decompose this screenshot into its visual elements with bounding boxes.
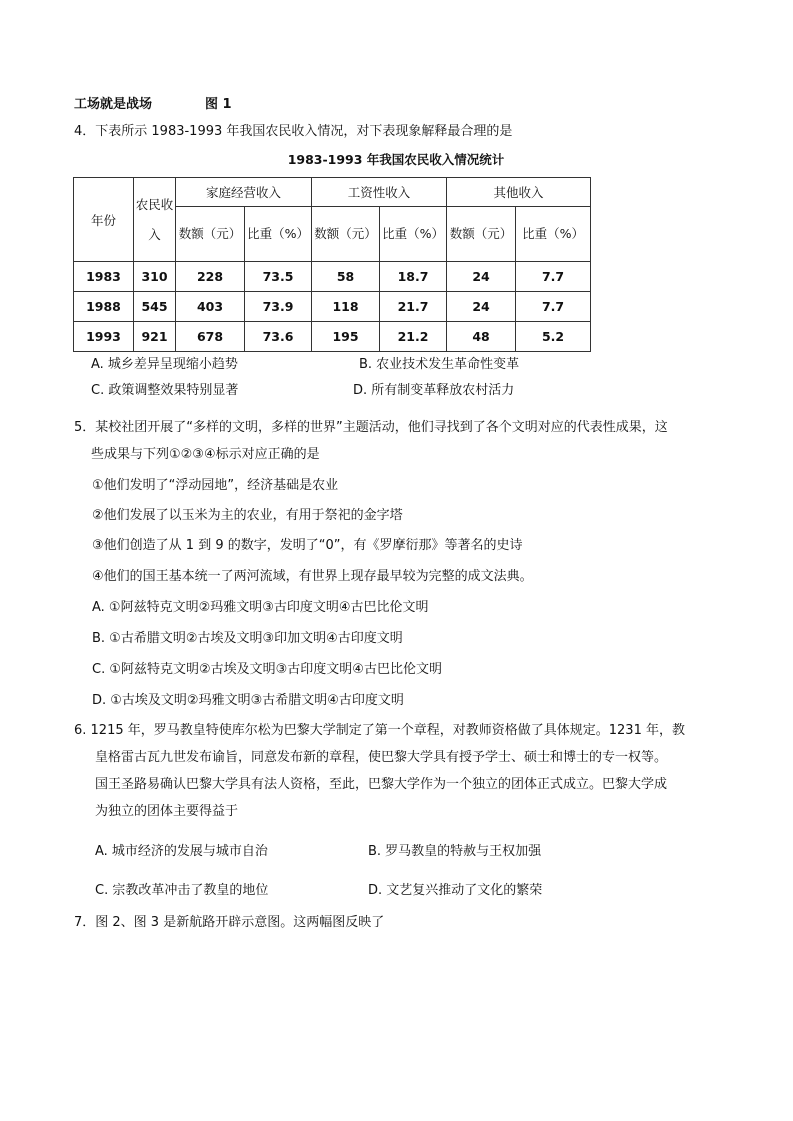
table-row: [74, 322, 591, 352]
cell-other-amount: 24: [447, 262, 516, 292]
subheader-family-ratio: 比重（%）: [245, 207, 312, 262]
q6-option-c: C. 宗教改革冲击了教皇的地位: [95, 883, 269, 898]
q5-item-3: ③他们创造了从 1 到 9 的数字，发明了“0”，有《罗摩衍那》等著名的史诗: [92, 538, 523, 553]
subheader-other-ratio: 比重（%）: [516, 207, 591, 262]
cell-income: 921: [134, 322, 176, 352]
q6-option-d: D. 文艺复兴推动了文化的繁荣: [368, 883, 543, 898]
q5-option-b: B. ①古希腊文明②古埃及文明③印加文明④古印度文明: [92, 631, 403, 646]
cell-wage-amount: 118: [312, 292, 380, 322]
header-left-text: 工场就是战场: [74, 97, 153, 112]
q6-option-b: B. 罗马教皇的特赦与王权加强: [368, 844, 542, 859]
subheader-other-amount: 数额（元）: [447, 207, 516, 262]
q4-table-caption: 1983-1993 年我国农民收入情况统计: [287, 152, 505, 167]
q4-option-a: A. 城乡差异呈现缩小趋势: [91, 357, 238, 372]
cell-family-ratio: 73.9: [245, 292, 312, 322]
cell-income: 545: [134, 292, 176, 322]
q4-option-b: B. 农业技术发生革命性变革: [359, 357, 520, 372]
table-row: [74, 292, 591, 322]
header-year: 年份: [74, 178, 134, 262]
cell-wage-ratio: 21.2: [380, 322, 447, 352]
q5-stem-line-1: 5．某校社团开展了“多样的文明，多样的世界”主题活动，他们寻找到了各个文明对应的代表性成果，这: [74, 420, 668, 435]
q4-option-c: C. 政策调整效果特别显著: [91, 383, 239, 398]
cell-income: 310: [134, 262, 176, 292]
q5-item-4: ④他们的国王基本统一了两河流域，有世界上现存最早较为完整的成文法典。: [92, 569, 533, 584]
q4-stem: 4．下表所示 1983-1993 年我国农民收入情况，对下表现象解释最合理的是: [74, 124, 513, 139]
cell-year: 1983: [74, 262, 134, 292]
header-family-income: 家庭经营收入: [176, 178, 312, 207]
header-other-income: 其他收入: [447, 178, 591, 207]
subheader-wage-amount: 数额（元）: [312, 207, 380, 262]
cell-family-amount: 403: [176, 292, 245, 322]
cell-family-amount: 678: [176, 322, 245, 352]
cell-other-ratio: 7.7: [516, 292, 591, 322]
cell-family-amount: 228: [176, 262, 245, 292]
q6-stem-line-2: 皇格雷古瓦九世发布谕旨，同意发布新的章程，使巴黎大学具有授予学士、硕士和博士的专一权等。: [95, 750, 668, 765]
q5-item-1: ①他们发明了“浮动园地”，经济基础是农业: [92, 478, 339, 493]
cell-other-amount: 48: [447, 322, 516, 352]
subheader-family-amount: 数额（元）: [176, 207, 245, 262]
cell-wage-amount: 195: [312, 322, 380, 352]
cell-other-ratio: 7.7: [516, 262, 591, 292]
q4-option-d: D. 所有制变革释放农村活力: [353, 383, 515, 398]
cell-family-ratio: 73.5: [245, 262, 312, 292]
income-table: [73, 177, 591, 352]
cell-family-ratio: 73.6: [245, 322, 312, 352]
q5-option-d: D. ①古埃及文明②玛雅文明③古希腊文明④古印度文明: [92, 693, 404, 708]
cell-other-amount: 24: [447, 292, 516, 322]
q6-stem-line-1: 6. 1215 年，罗马教皇特使库尔松为巴黎大学制定了第一个章程，对教师资格做了具体规定。1231 年，教: [74, 723, 685, 738]
q5-option-c: C. ①阿兹特克文明②古埃及文明③古印度文明④古巴比伦文明: [92, 662, 442, 677]
q5-item-2: ②他们发展了以玉米为主的农业，有用于祭祀的金字塔: [92, 508, 403, 523]
subheader-wage-ratio: 比重（%）: [380, 207, 447, 262]
q6-stem-line-3: 国王圣路易确认巴黎大学具有法人资格，至此，巴黎大学作为一个独立的团体正式成立。巴黎大学成: [95, 777, 668, 792]
figure-1-label: 图 1: [205, 97, 232, 112]
cell-year: 1988: [74, 292, 134, 322]
table-row: [74, 262, 591, 292]
header-wage-income: 工资性收入: [312, 178, 447, 207]
q7-stem: 7．图 2、图 3 是新航路开辟示意图。这两幅图反映了: [74, 915, 385, 930]
cell-wage-amount: 58: [312, 262, 380, 292]
cell-year: 1993: [74, 322, 134, 352]
q5-stem-line-2: 些成果与下列①②③④标示对应正确的是: [91, 447, 320, 462]
q5-option-a: A. ①阿兹特克文明②玛雅文明③古印度文明④古巴比伦文明: [92, 600, 429, 615]
cell-wage-ratio: 21.7: [380, 292, 447, 322]
q6-option-a: A. 城市经济的发展与城市自治: [95, 844, 268, 859]
header-income: 农民收入: [134, 178, 176, 262]
cell-wage-ratio: 18.7: [380, 262, 447, 292]
cell-other-ratio: 5.2: [516, 322, 591, 352]
q6-stem-line-4: 为独立的团体主要得益于: [95, 804, 239, 819]
